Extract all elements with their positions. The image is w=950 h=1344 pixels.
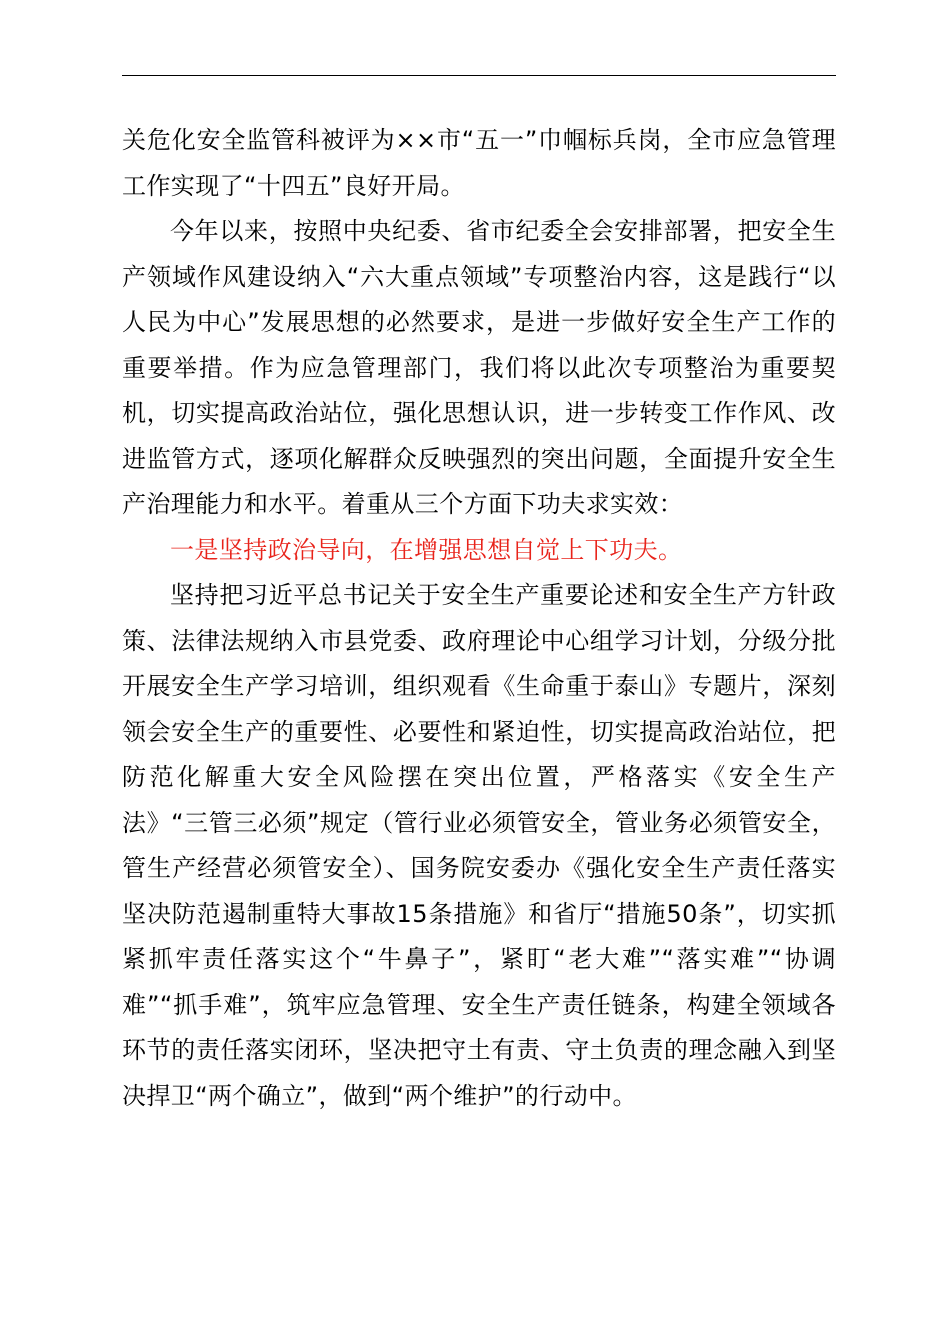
- header-rule: [122, 75, 836, 76]
- paragraph-political-orientation-body: 坚持把习近平总书记关于安全生产重要论述和安全生产方针政策、法律法规纳入市县党委、政府理论中心组学习计划，分级分批开展安全生产学习培训，组织观看《生命重于泰山》专题片，深刻领会安全生产的重要性、必要性和紧迫性，切实提高政治站位，把防范化解重大安全风险摆在突出位置，严格落实《安全生产法》“三管三必须”规定（管行业必须管安全，管业务必须管安全，管生产经营必须管安全）、国务院安委办《强化安全生产责任落实坚决防范遏制重特大事故15条措施》和省厅“措施50条”，切实抓紧抓牢责任落实这个“牛鼻子”，紧盯“老大难”“落实难”“协调难”“抓手难”，筑牢应急管理、安全生产责任链条，构建全领域各环节的责任落实闭环，坚决把守土有责、守土负责的理念融入到坚决捍卫“两个确立”，做到“两个维护”的行动中。: [122, 581, 836, 1110]
- paragraph-intro-continuation: 关危化安全监管科被评为××市“五一”巾帼标兵岗，全市应急管理工作实现了“十四五”良好开局。: [122, 126, 836, 200]
- paragraph-overview: 今年以来，按照中央纪委、省市纪委全会安排部署，把安全生产领域作风建设纳入“六大重点领域”专项整治内容，这是践行“以人民为中心”发展思想的必然要求，是进一步做好安全生产工作的重要举措。作为应急管理部门，我们将以此次专项整治为重要契机，切实提高政治站位，强化思想认识，进一步转变工作作风、改进监管方式，逐项化解群众反映强烈的突出问题，全面提升安全生产治理能力和水平。着重从三个方面下功夫求实效：: [122, 217, 836, 518]
- document-body: [122, 118, 836, 1119]
- section-heading-political-orientation: 一是坚持政治导向，在增强思想自觉上下功夫。: [170, 535, 683, 564]
